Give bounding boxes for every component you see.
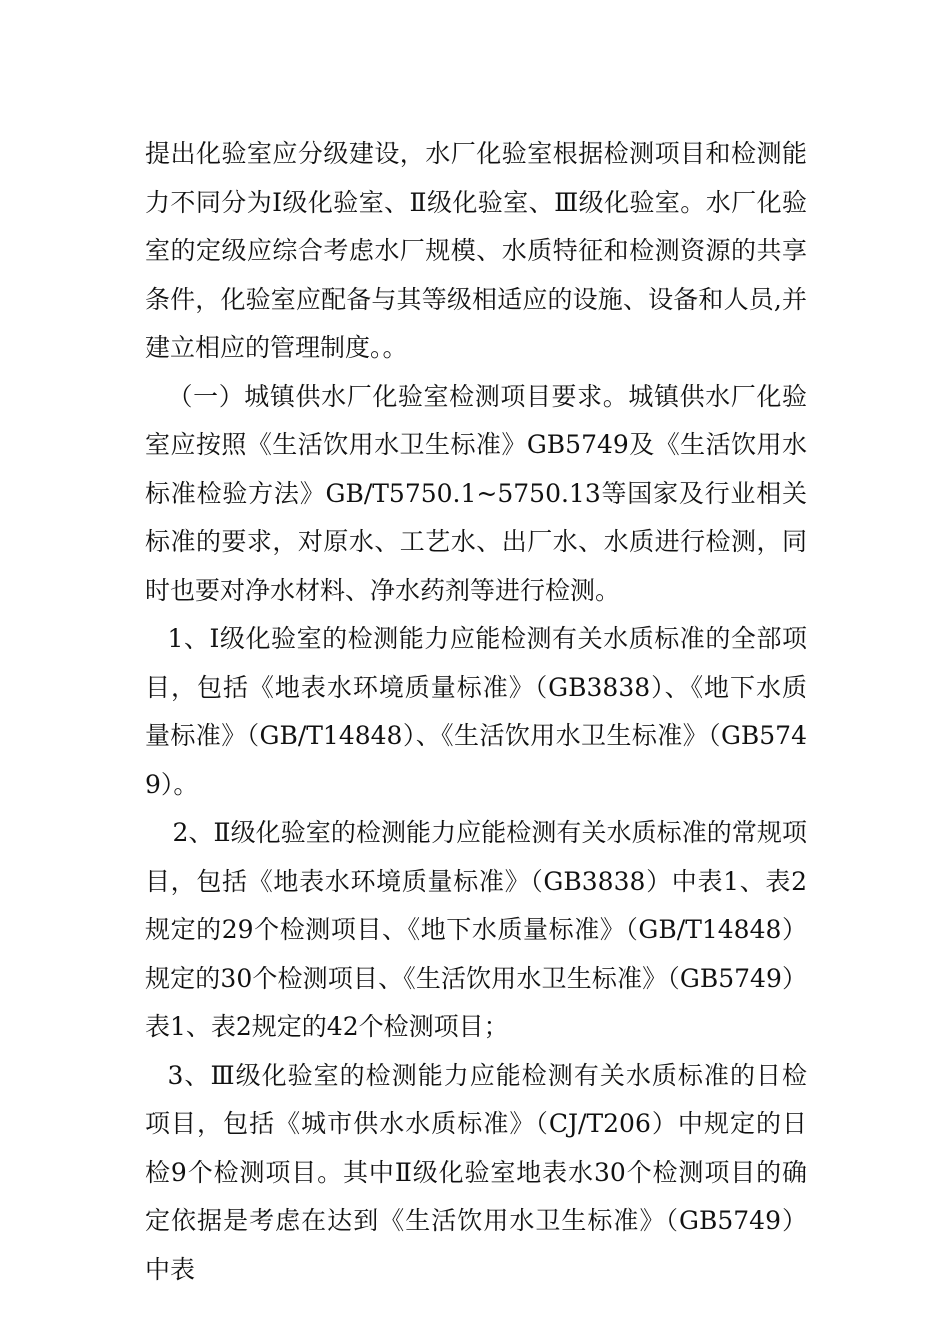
paragraph-level-two: 2、Ⅱ级化验室的检测能力应能检测有关水质标准的常规项目，包括《地表水环境质量标准》（GB3838）中表1、表2规定的29个检测项目、《地下水质量标准》（GB/T14848）规定的30个检测项目、《生活饮用水卫生标准》（GB5749）表1、表2规定的42个检测项目； bbox=[145, 818, 807, 1041]
paragraph-grading-intro: 提出化验室应分级建设，水厂化验室根据检测项目和检测能力不同分为Ⅰ级化验室、Ⅱ级化验室、Ⅲ级化验室。水厂化验室的定级应综合考虑水厂规模、水质特征和检测资源的共享条件，化验室应配备与其等级相适应的设施、设备和人员,并建立相应的管理制度。。 bbox=[145, 139, 807, 362]
document-body bbox=[145, 130, 807, 1294]
paragraph-level-one: 1、Ⅰ级化验室的检测能力应能检测有关水质标准的全部项目，包括《地表水环境质量标准》（GB3838）、《地下水质量标准》（GB/T14848）、《生活饮用水卫生标准》（GB5749）。 bbox=[145, 624, 807, 799]
paragraph-section-one: （一）城镇供水厂化验室检测项目要求。城镇供水厂化验室应按照《生活饮用水卫生标准》GB5749及《生活饮用水标准检验方法》GB/T5750.1~5750.13等国家及行业相关标准的要求，对原水、工艺水、出厂水、水质进行检测，同时也要对净水材料、净水药剂等进行检测。 bbox=[145, 381, 807, 605]
paragraph-level-three: 3、Ⅲ级化验室的检测能力应能检测有关水质标准的日检项目，包括《城市供水水质标准》（CJ/T206）中规定的日检9个检测项目。其中Ⅱ级化验室地表水30个检测项目的确定依据是考虑在达到《生活饮用水卫生标准》（GB5749）中表 bbox=[145, 1060, 807, 1284]
